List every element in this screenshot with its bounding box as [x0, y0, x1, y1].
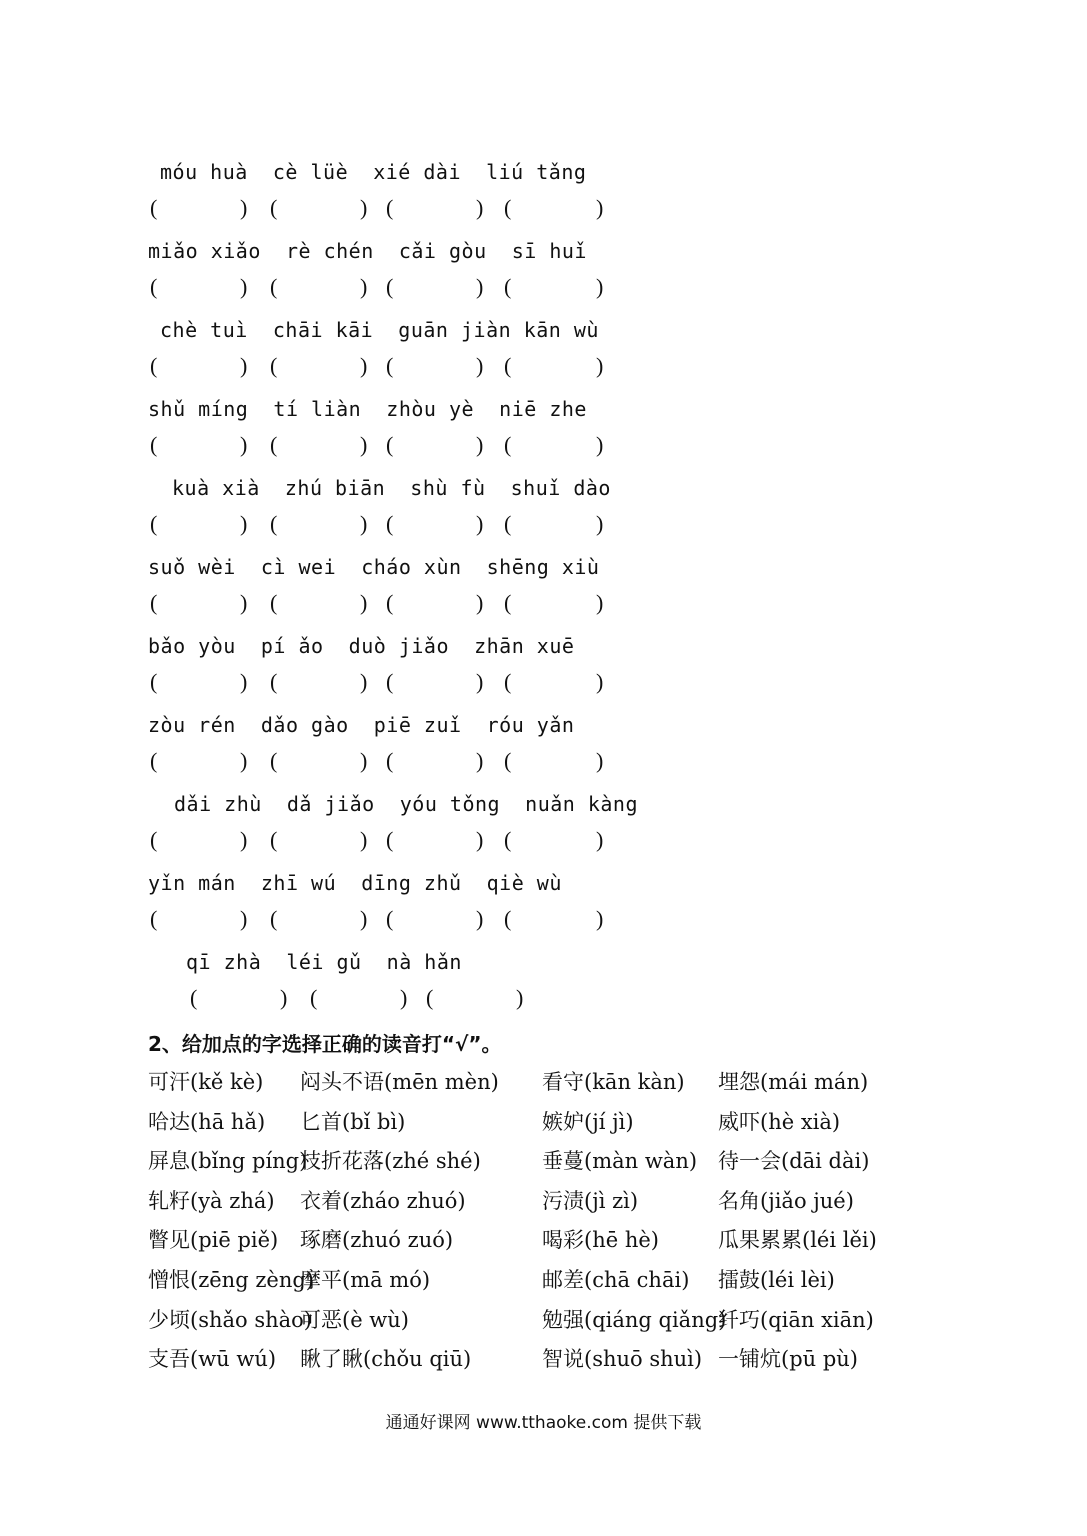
bracket-open[interactable]: ( [270, 590, 278, 615]
bracket-close[interactable]: ) [360, 906, 368, 931]
bracket-close[interactable]: ) [240, 669, 248, 694]
bracket-open[interactable]: ( [386, 432, 394, 457]
reading-choice[interactable]: 瓜果累累(léi lěi) [718, 1228, 877, 1253]
bracket-open[interactable]: ( [386, 353, 394, 378]
bracket-close[interactable]: ) [476, 274, 484, 299]
bracket-close[interactable]: ) [360, 669, 368, 694]
pinyin-row: zòu rén dǎo gào piē zuǐ róu yǎn [148, 713, 575, 737]
bracket-open[interactable]: ( [504, 748, 512, 773]
bracket-close[interactable]: ) [240, 590, 248, 615]
reading-choice[interactable]: 纤巧(qiān xiān) [718, 1307, 874, 1332]
reading-choice[interactable]: 琢磨(zhuó zuó) [300, 1228, 454, 1253]
bracket-close[interactable]: ) [596, 274, 604, 299]
bracket-close[interactable]: ) [516, 985, 524, 1010]
bracket-close[interactable]: ) [476, 827, 484, 852]
bracket-close[interactable]: ) [476, 669, 484, 694]
reading-choice[interactable]: 喝彩(hē hè) [542, 1228, 659, 1253]
bracket-open[interactable]: ( [270, 195, 278, 220]
bracket-close[interactable]: ) [240, 195, 248, 220]
reading-choice[interactable]: 哈达(hā hǎ) [148, 1109, 266, 1134]
bracket-close[interactable]: ) [476, 195, 484, 220]
bracket-close[interactable]: ) [360, 748, 368, 773]
pinyin-row: bǎo yòu pí ǎo duò jiǎo zhān xuē [148, 634, 575, 658]
pinyin-row: dǎi zhù dǎ jiǎo yóu tǒng nuǎn kàng [174, 792, 639, 816]
bracket-close[interactable]: ) [240, 748, 248, 773]
pinyin-row: móu huà cè lüè xié dài liú tǎng [160, 160, 587, 184]
bracket-close[interactable]: ) [360, 511, 368, 536]
bracket-open[interactable]: ( [270, 827, 278, 852]
bracket-open[interactable]: ( [386, 195, 394, 220]
bracket-open[interactable]: ( [504, 274, 512, 299]
bracket-open[interactable]: ( [270, 748, 278, 773]
bracket-close[interactable]: ) [280, 985, 288, 1010]
bracket-open[interactable]: ( [386, 669, 394, 694]
bracket-open[interactable]: ( [150, 432, 158, 457]
reading-choice[interactable]: 勉强(qiáng qiǎng) [542, 1307, 727, 1332]
bracket-open[interactable]: ( [310, 985, 318, 1010]
bracket-open[interactable]: ( [150, 353, 158, 378]
bracket-close[interactable]: ) [596, 511, 604, 536]
bracket-close[interactable]: ) [360, 353, 368, 378]
bracket-close[interactable]: ) [240, 511, 248, 536]
bracket-close[interactable]: ) [240, 432, 248, 457]
bracket-close[interactable]: ) [476, 432, 484, 457]
bracket-open[interactable]: ( [504, 827, 512, 852]
bracket-open[interactable]: ( [386, 748, 394, 773]
reading-choice[interactable]: 一铺炕(pū pù) [718, 1347, 858, 1372]
bracket-open[interactable]: ( [270, 432, 278, 457]
bracket-close[interactable]: ) [596, 432, 604, 457]
pinyin-row: miǎo xiǎo rè chén cǎi gòu sī huǐ [148, 239, 587, 263]
bracket-close[interactable]: ) [360, 195, 368, 220]
reading-choice[interactable]: 智说(shuō shuì) [542, 1347, 703, 1372]
bracket-close[interactable]: ) [476, 590, 484, 615]
bracket-open[interactable]: ( [504, 195, 512, 220]
pinyin-row: chè tuì chāi kāi guān jiàn kān wù [160, 318, 599, 342]
bracket-close[interactable]: ) [476, 748, 484, 773]
pinyin-row: shǔ míng tí liàn zhòu yè niē zhe [148, 397, 587, 421]
bracket-close[interactable]: ) [360, 274, 368, 299]
bracket-open[interactable]: ( [504, 590, 512, 615]
reading-choice[interactable]: 垂蔓(màn wàn) [542, 1149, 698, 1174]
reading-choice[interactable]: 憎恨(zēng zèng) [148, 1268, 314, 1292]
pinyin-row: qī zhà léi gǔ nà hǎn [186, 950, 462, 974]
bracket-open[interactable]: ( [150, 511, 158, 536]
reading-choice[interactable]: 可汗(kě kè) [148, 1070, 264, 1094]
bracket-open[interactable]: ( [386, 274, 394, 299]
bracket-close[interactable]: ) [476, 353, 484, 378]
reading-choice[interactable]: 衣着(zháo zhuó) [300, 1188, 466, 1213]
bracket-open[interactable]: ( [270, 669, 278, 694]
bracket-open[interactable]: ( [504, 353, 512, 378]
reading-choice[interactable]: 看守(kān kàn) [542, 1070, 685, 1094]
bracket-open[interactable]: ( [504, 906, 512, 931]
bracket-open[interactable]: ( [190, 985, 198, 1010]
reading-choice[interactable]: 瞅了瞅(chǒu qiū) [300, 1347, 472, 1372]
reading-choice[interactable]: 瞥见(piē piě) [148, 1228, 279, 1253]
bracket-close[interactable]: ) [400, 985, 408, 1010]
pinyin-row: yǐn mán zhī wú dīng zhǔ qiè wù [148, 871, 562, 895]
bracket-close[interactable]: ) [596, 590, 604, 615]
reading-choice[interactable]: 少顷(shǎo shào) [148, 1307, 312, 1332]
reading-choice[interactable]: 枝折花落(zhé shé) [300, 1149, 481, 1174]
bracket-open[interactable]: ( [270, 906, 278, 931]
bracket-open[interactable]: ( [270, 274, 278, 299]
reading-choice[interactable]: 匕首(bǐ bì) [300, 1109, 406, 1134]
reading-choice[interactable]: 埋怨(mái mán) [718, 1070, 869, 1094]
bracket-close[interactable]: ) [596, 906, 604, 931]
bracket-open[interactable]: ( [150, 827, 158, 852]
bracket-open[interactable]: ( [150, 590, 158, 615]
bracket-open[interactable]: ( [150, 274, 158, 299]
footer-text: 通通好课网 www.tthaoke.com 提供下载 [385, 1413, 702, 1433]
bracket-close[interactable]: ) [476, 511, 484, 536]
bracket-close[interactable]: ) [360, 590, 368, 615]
reading-choice[interactable]: 擂鼓(léi lèi) [718, 1268, 835, 1292]
reading-choice[interactable]: 待一会(dāi dài) [718, 1149, 870, 1174]
reading-choice[interactable]: 嫉妒(jí jì) [542, 1109, 634, 1134]
bracket-open[interactable]: ( [386, 906, 394, 931]
bracket-open[interactable]: ( [270, 353, 278, 378]
bracket-open[interactable]: ( [386, 590, 394, 615]
question-2-title: 2、给加点的字选择正确的读音打“√”。 [148, 1032, 502, 1056]
bracket-close[interactable]: ) [240, 827, 248, 852]
bracket-close[interactable]: ) [240, 353, 248, 378]
bracket-close[interactable]: ) [596, 827, 604, 852]
bracket-open[interactable]: ( [504, 511, 512, 536]
reading-choice[interactable]: 邮差(chā chāi) [542, 1268, 690, 1292]
reading-choice[interactable]: 闷头不语(mēn mèn) [300, 1070, 499, 1094]
bracket-close[interactable]: ) [360, 827, 368, 852]
pinyin-row: kuà xià zhú biān shù fù shuǐ dào [172, 476, 611, 500]
bracket-close[interactable]: ) [596, 669, 604, 694]
bracket-open[interactable]: ( [426, 985, 434, 1010]
bracket-close[interactable]: ) [596, 195, 604, 220]
bracket-close[interactable]: ) [596, 353, 604, 378]
pinyin-row: suǒ wèi cì wei cháo xùn shēng xiù [148, 555, 600, 579]
reading-choice[interactable]: 支吾(wū wú) [148, 1347, 277, 1372]
bracket-open[interactable]: ( [386, 827, 394, 852]
reading-choice[interactable]: 屏息(bǐng píng) [148, 1149, 308, 1174]
reading-choice[interactable]: 污渍(jì zì) [542, 1188, 639, 1213]
bracket-open[interactable]: ( [150, 669, 158, 694]
reading-choice[interactable]: 摩平(mā mó) [300, 1268, 431, 1292]
reading-choice[interactable]: 名角(jiǎo jué) [718, 1188, 854, 1213]
bracket-open[interactable]: ( [504, 432, 512, 457]
bracket-close[interactable]: ) [596, 748, 604, 773]
bracket-open[interactable]: ( [150, 195, 158, 220]
bracket-close[interactable]: ) [476, 906, 484, 931]
bracket-open[interactable]: ( [386, 511, 394, 536]
reading-choice[interactable]: 轧籽(yà zhá) [148, 1188, 275, 1213]
bracket-close[interactable]: ) [240, 906, 248, 931]
reading-choice[interactable]: 威吓(hè xià) [718, 1109, 841, 1134]
bracket-close[interactable]: ) [360, 432, 368, 457]
bracket-close[interactable]: ) [240, 274, 248, 299]
reading-choice[interactable]: 可恶(è wù) [300, 1307, 409, 1332]
bracket-open[interactable]: ( [150, 906, 158, 931]
bracket-open[interactable]: ( [270, 511, 278, 536]
bracket-open[interactable]: ( [504, 669, 512, 694]
bracket-open[interactable]: ( [150, 748, 158, 773]
